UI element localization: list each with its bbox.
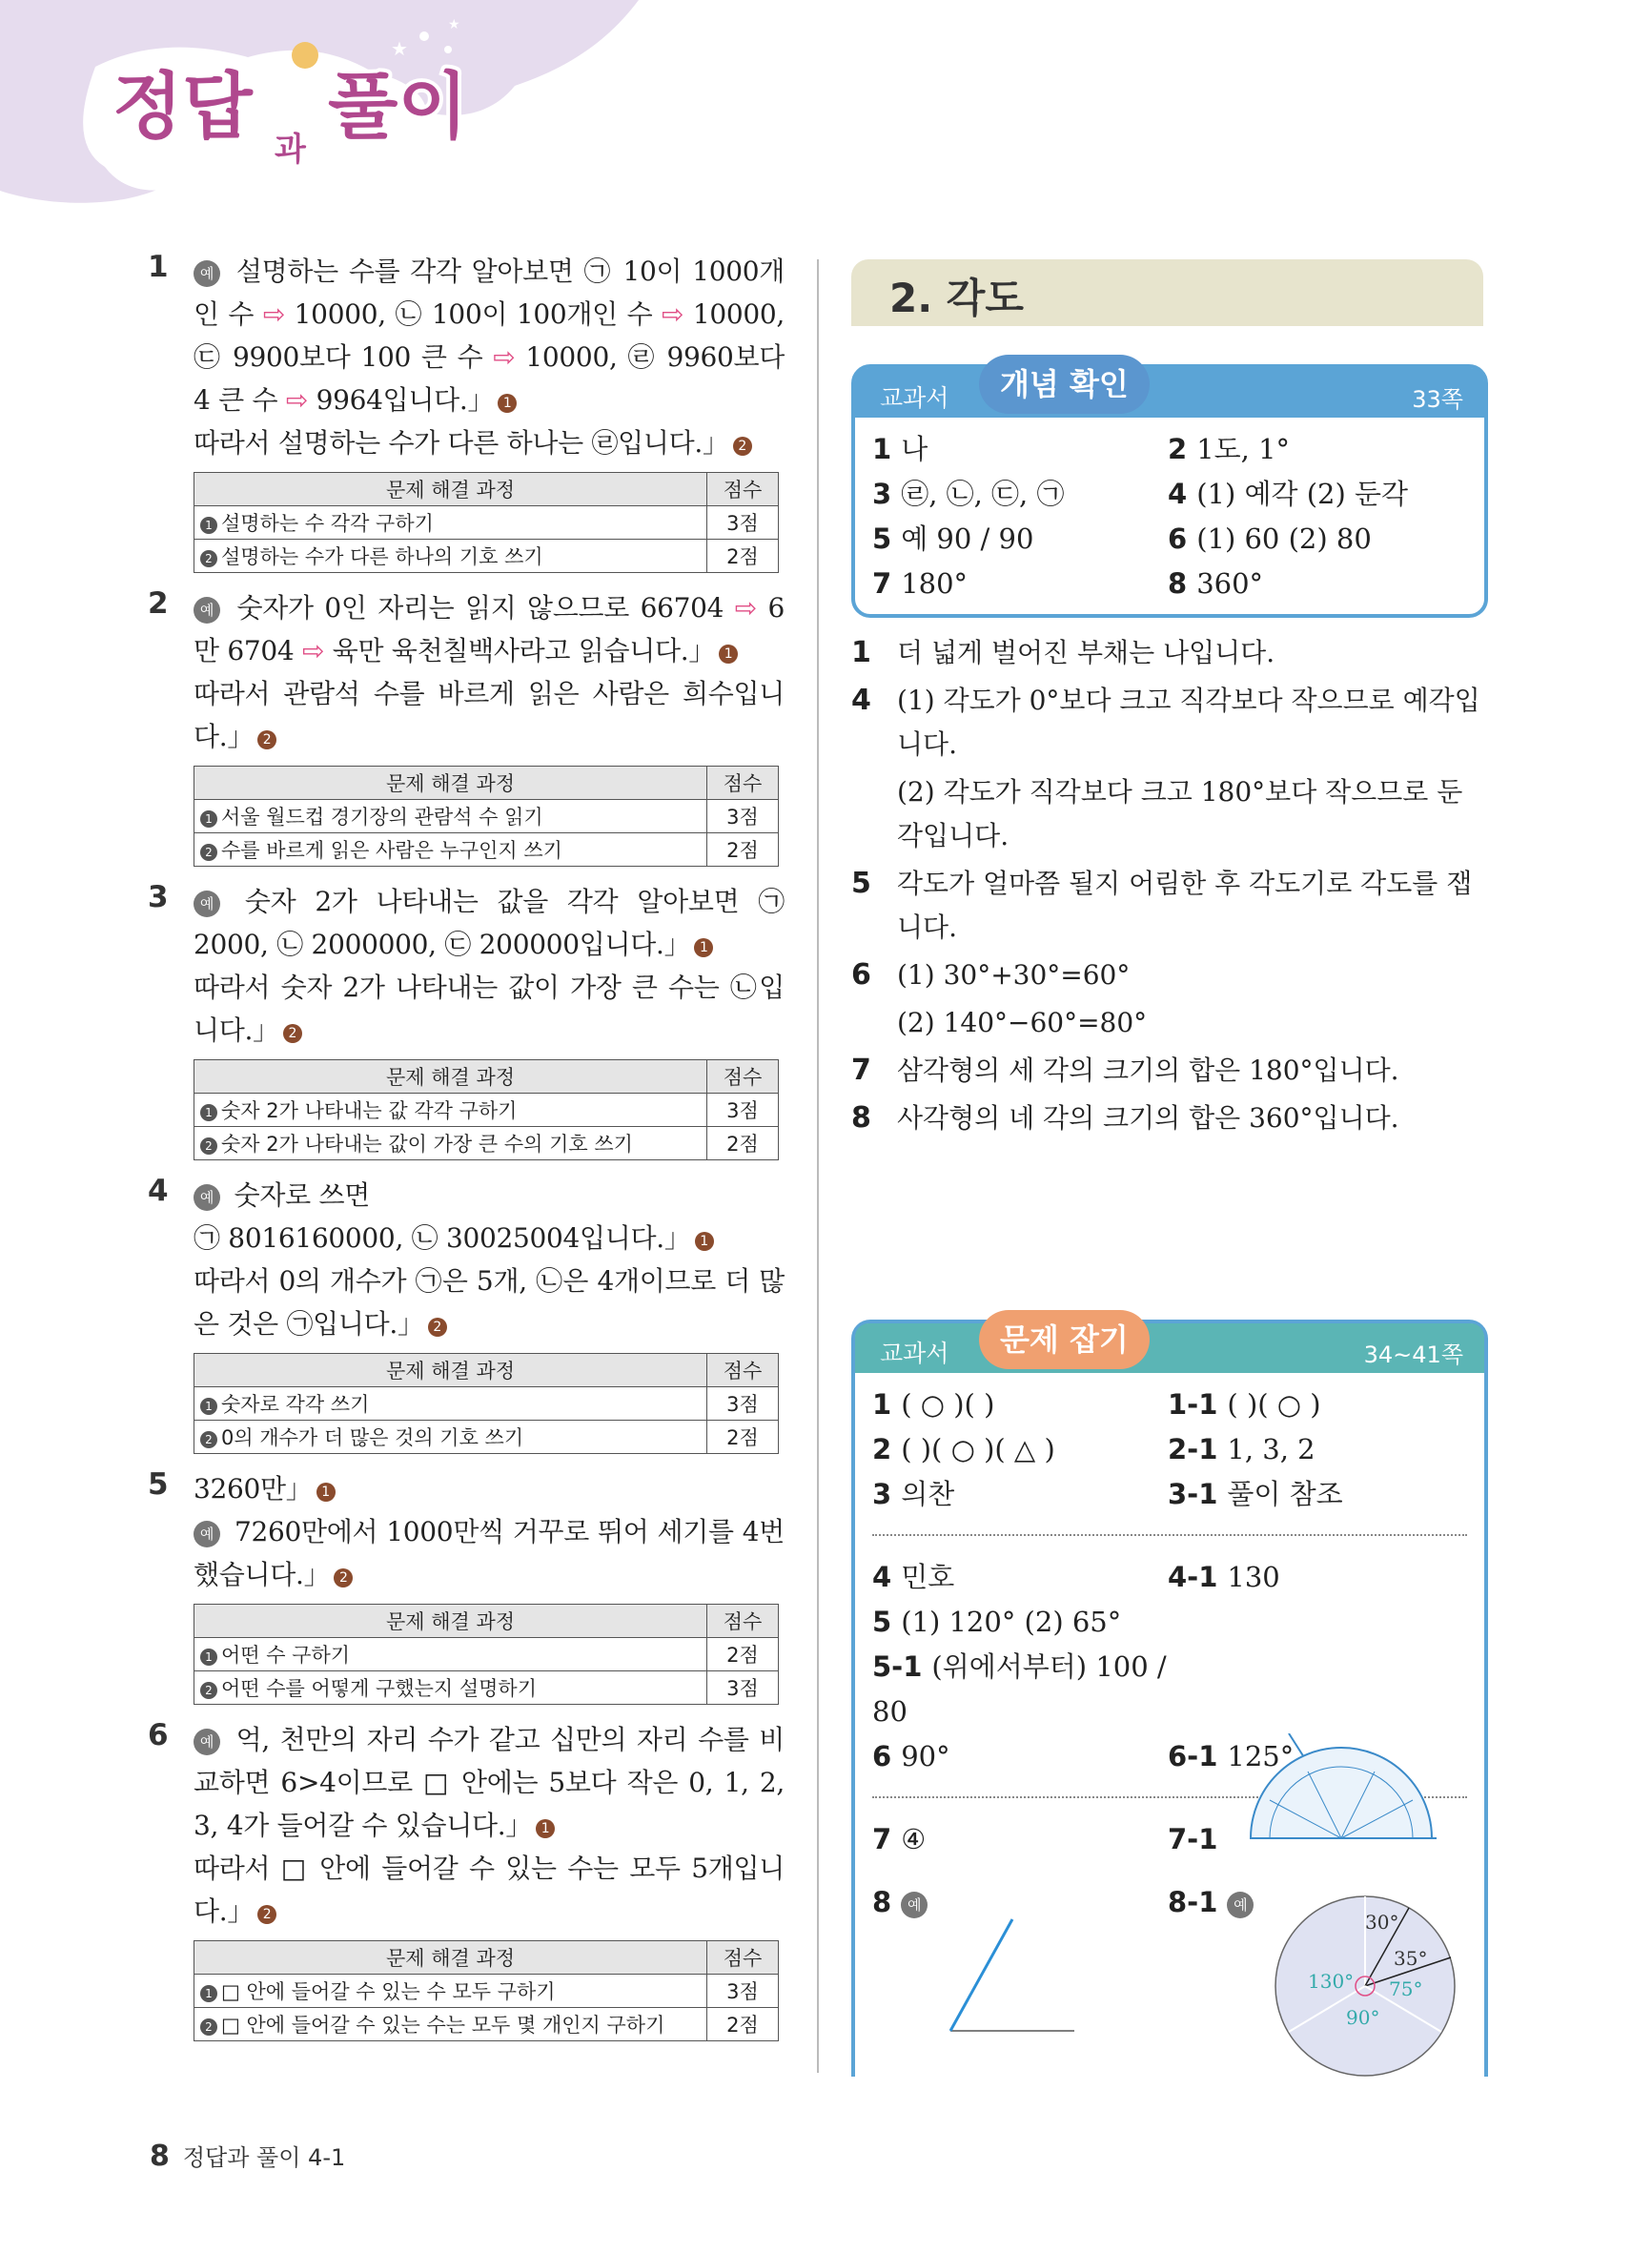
- answer-item: [872, 1600, 1168, 1645]
- score-table: [194, 1604, 779, 1705]
- answer-value: (1) 120° (2) 65°: [901, 1606, 1122, 1638]
- answer-num: 1: [872, 1388, 892, 1421]
- table-row: [194, 1975, 779, 2008]
- table-cell: □ 안에 들어갈 수 있는 수 모두 구하기: [221, 1980, 556, 2003]
- step-marker: 1: [200, 517, 217, 534]
- textbook-label: 교과서: [880, 384, 949, 412]
- svg-text:풀이: 풀이: [328, 64, 468, 149]
- table-cell: 수를 바르게 읽은 사람은 누구인지 쓰기: [221, 839, 562, 862]
- explanation-text: 삼각형의 세 각의 크기의 합은 180°입니다.: [897, 1055, 1399, 1086]
- answer-value: 예 90 / 90: [901, 522, 1034, 555]
- table-header: 점수: [707, 767, 779, 800]
- table-cell: 3점: [707, 1387, 779, 1421]
- table-header: 문제 해결 과정: [194, 1605, 707, 1638]
- answer-item: [872, 472, 1168, 517]
- table-cell: 어떤 수를 어떻게 구했는지 설명하기: [221, 1677, 537, 1700]
- answer-item: [1168, 1427, 1473, 1472]
- answer-item: [1168, 517, 1473, 562]
- table-row: [194, 2008, 779, 2041]
- problem-4: [148, 1174, 785, 1454]
- problem-box: [851, 1320, 1488, 2077]
- explanation-text: (1) 30°+30°=60°: [897, 959, 1131, 991]
- table-cell: 2점: [707, 540, 779, 573]
- concept-check-box: [851, 364, 1488, 618]
- explanation-num: 5: [851, 867, 871, 900]
- step-marker: 1: [200, 1104, 217, 1121]
- concept-header: [855, 368, 1484, 418]
- answer-num: 3-1: [1168, 1478, 1218, 1510]
- svg-text:정답: 정답: [112, 64, 253, 149]
- table-row: [194, 540, 779, 573]
- angle-label: 90°: [1346, 2006, 1380, 2029]
- answer-item: [1168, 562, 1473, 606]
- table-cell: 숫자 2가 나타내는 값 각각 구하기: [221, 1099, 518, 1122]
- step-marker: 2: [200, 844, 217, 861]
- answer-num: 2: [872, 1433, 892, 1465]
- problem-2: [148, 586, 785, 867]
- answer-num: 8: [1168, 567, 1188, 600]
- table-header: 문제 해결 과정: [194, 1354, 707, 1387]
- table-cell: 3점: [707, 800, 779, 833]
- unit-title: [851, 259, 1483, 326]
- left-column: [148, 250, 785, 2055]
- table-cell: 0의 개수가 더 많은 것의 기호 쓰기: [221, 1426, 524, 1449]
- answer-value: 130: [1227, 1561, 1280, 1593]
- step-marker: 1: [200, 1398, 217, 1415]
- table-cell: 어떤 수 구하기: [221, 1644, 351, 1667]
- answer-item: [1168, 1383, 1473, 1427]
- problem-number: 2: [148, 586, 169, 621]
- answer-item: [872, 1817, 1168, 1862]
- table-cell: 2점: [707, 1421, 779, 1454]
- answer-num: 4: [1168, 478, 1188, 510]
- column-divider: [817, 259, 819, 2073]
- explanation-text: (2) 140°−60°=80°: [897, 1007, 1148, 1038]
- explanation-num: 4: [851, 684, 871, 717]
- explanation-item: [851, 679, 1480, 767]
- example-badge: 예: [1227, 1892, 1254, 1918]
- problem-header: [855, 1323, 1484, 1373]
- table-cell: 설명하는 수 각각 구하기: [221, 512, 434, 535]
- problem-number: 1: [148, 250, 169, 284]
- explanation-num: 7: [851, 1054, 871, 1087]
- answer-value: ㉣, ㉡, ㉢, ㉠: [901, 478, 1065, 510]
- answer-value: 180°: [901, 567, 969, 600]
- table-cell: 설명하는 수가 다른 하나의 기호 쓰기: [221, 545, 543, 568]
- problem-text: 예 억, 천만의 자리 수가 같고 십만의 자리 수를 비교하면 6>4이므로 □ 안에는 5보다 작은 0, 1, 2, 3, 4가 들어갈 수 있습니다.」 1 따라서 □ 안에 들어갈 수 있는 수는 모두 5개입니다.」 2: [194, 1724, 785, 1927]
- answer-num: 5-1: [872, 1650, 923, 1683]
- answer-item: [1168, 1555, 1473, 1600]
- svg-text:★: ★: [448, 17, 460, 32]
- problem-number: 6: [148, 1718, 169, 1752]
- answer-item: [872, 562, 1168, 606]
- q8-1-num: 8-1: [1168, 1886, 1218, 1918]
- table-row: [194, 1387, 779, 1421]
- answer-item: [872, 1427, 1168, 1472]
- concept-page: 33쪽: [1412, 386, 1463, 413]
- answer-item: [872, 1734, 1168, 1779]
- table-cell: 2점: [707, 2008, 779, 2041]
- table-header: 점수: [707, 1060, 779, 1094]
- explanation-text: (2) 각도가 직각보다 크고 180°보다 작으므로 둔각입니다.: [897, 776, 1463, 851]
- problem-text: 예 숫자 2가 나타내는 값을 각각 알아보면 ㉠ 2000, ㉡ 2000000, ㉢ 200000입니다.」 1 따라서 숫자 2가 나타내는 값이 가장 큰 수는 ㉡입니다.」 2: [194, 886, 785, 1046]
- answer-num: 5: [872, 522, 892, 555]
- example-badge: 예: [901, 1892, 928, 1918]
- answer-num: 4: [872, 1561, 892, 1593]
- explanation-text: 사각형의 네 각의 크기의 합은 360°입니다.: [897, 1102, 1399, 1134]
- table-cell: 3점: [707, 1671, 779, 1705]
- protractor-figure: [1232, 1733, 1441, 1848]
- answer-num: 7-1: [1168, 1823, 1218, 1855]
- explanation-item: [851, 1096, 1480, 1140]
- answer-num: 3: [872, 1478, 892, 1510]
- answer-item: [1168, 427, 1473, 472]
- answer-value: 125°: [1227, 1740, 1295, 1772]
- table-row: [194, 1127, 779, 1160]
- step-marker: 1: [200, 1649, 217, 1666]
- answer-num: 7: [872, 1823, 892, 1855]
- q8-num: 8: [872, 1886, 892, 1918]
- answer-item: [1168, 1645, 1473, 1734]
- problem-6: [148, 1718, 785, 2041]
- unit-title-text: 2. 각도: [889, 275, 1024, 321]
- table-cell: 숫자로 각각 쓰기: [221, 1393, 370, 1416]
- logo: [112, 57, 513, 195]
- answer-num: 6: [872, 1740, 892, 1772]
- answer-value: ( )( ○ ): [1227, 1388, 1321, 1421]
- table-header: 문제 해결 과정: [194, 767, 707, 800]
- separator: [872, 1534, 1467, 1536]
- table-cell: 3점: [707, 506, 779, 540]
- answer-item: [872, 1383, 1168, 1427]
- answer-value: 풀이 참조: [1227, 1478, 1343, 1510]
- problem-1: [148, 250, 785, 573]
- table-row: [194, 800, 779, 833]
- step-marker: 2: [200, 550, 217, 567]
- step-marker: 2: [200, 2018, 217, 2036]
- problem-text: 예 숫자로 쓰면 ㉠ 8016160000, ㉡ 30025004입니다.」 1 따라서 0의 개수가 ㉠은 5개, ㉡은 4개이므로 더 많은 것은 ㉠입니다.」 2: [194, 1179, 785, 1340]
- angle-label: 130°: [1308, 1970, 1355, 1993]
- answer-value: 1, 3, 2: [1227, 1433, 1315, 1465]
- table-row: [194, 1671, 779, 1705]
- answer-num: 2-1: [1168, 1433, 1218, 1465]
- answer-item: [872, 1555, 1168, 1600]
- textbook-label-2: 교과서: [880, 1340, 949, 1367]
- explanation-text: 각도가 얼마쯤 될지 어림한 후 각도기로 각도를 잽니다.: [897, 868, 1473, 943]
- step-marker: 2: [200, 1682, 217, 1699]
- explanation-item: [851, 1001, 1480, 1045]
- table-header: 점수: [707, 1354, 779, 1387]
- explanation-num: 8: [851, 1101, 871, 1135]
- score-table: [194, 1940, 779, 2041]
- step-marker: 1: [200, 1985, 217, 2002]
- svg-text:과: 과: [275, 131, 306, 169]
- answer-value: (1) 60 (2) 80: [1196, 522, 1372, 555]
- problem-number: 5: [148, 1467, 169, 1502]
- problem-text: 예 숫자가 0인 자리는 읽지 않으므로 66704 ⇨ 6만 6704 ⇨ 육만 육천칠백사라고 읽습니다.」 1 따라서 관람석 수를 바르게 읽은 사람은 희수입니다.」 2: [194, 592, 785, 752]
- q8-angle-drawing: [941, 1915, 1084, 2038]
- answer-item: [872, 1472, 1168, 1517]
- table-header: 점수: [707, 473, 779, 506]
- angle-label: 35°: [1394, 1947, 1428, 1970]
- answer-num: 6: [1168, 522, 1188, 555]
- score-table: [194, 766, 779, 867]
- answer-num: 5: [872, 1606, 892, 1638]
- problem-text: 예 설명하는 수를 각각 알아보면 ㉠ 10이 1000개인 수 ⇨ 10000, ㉡ 100이 100개인 수 ⇨ 10000, ㉢ 9900보다 100 큰 수 ⇨ 10000, ㉣ 9960보다 4 큰 수 ⇨ 9964입니다.」 1 따라서 설명하는 수가 다른 하나는 ㉣입니다.」 2: [194, 256, 785, 459]
- table-row: [194, 833, 779, 867]
- answer-num: 7: [872, 567, 892, 600]
- page-number: 8: [150, 2140, 170, 2173]
- table-header: 점수: [707, 1605, 779, 1638]
- table-cell: 2점: [707, 833, 779, 867]
- score-table: [194, 1353, 779, 1454]
- answer-value: ( )( ○ )( △ ): [901, 1433, 1055, 1465]
- step-marker: 1: [200, 810, 217, 828]
- table-cell: □ 안에 들어갈 수 있는 수는 모두 몇 개인지 구하기: [221, 2014, 665, 2037]
- explanation-item: [851, 862, 1480, 950]
- answer-item: [872, 517, 1168, 562]
- table-row: [194, 1638, 779, 1671]
- table-row: [194, 1421, 779, 1454]
- answer-num: 1: [872, 433, 892, 465]
- answer-value: (위에서부터) 100 / 80: [872, 1650, 1167, 1728]
- answer-item: [872, 1645, 1168, 1734]
- answer-item: [1168, 1600, 1473, 1645]
- answer-value: ④: [901, 1823, 927, 1855]
- answer-item: [1168, 472, 1473, 517]
- table-cell: 3점: [707, 1975, 779, 2008]
- step-marker: 2: [200, 1137, 217, 1155]
- footer: [150, 2139, 345, 2173]
- table-cell: 2점: [707, 1638, 779, 1671]
- header: [0, 0, 667, 229]
- problem-answers-1: [855, 1373, 1484, 1525]
- answer-value: 1도, 1°: [1196, 433, 1291, 465]
- explanation-num: 6: [851, 958, 871, 992]
- score-table: [194, 472, 779, 573]
- explanation-num: 1: [851, 636, 871, 669]
- concept-tag: 개념 확인: [979, 355, 1150, 414]
- explanations: [851, 631, 1480, 1144]
- explanation-item: [851, 953, 1480, 997]
- table-header: 문제 해결 과정: [194, 1941, 707, 1975]
- answer-item: [872, 427, 1168, 472]
- answer-value: (1) 예각 (2) 둔각: [1196, 478, 1409, 510]
- problem-3: [148, 880, 785, 1160]
- problem-page: 34~41쪽: [1363, 1342, 1463, 1368]
- explanation-item: [851, 1049, 1480, 1093]
- problem-number: 3: [148, 880, 169, 914]
- answer-num: 3: [872, 478, 892, 510]
- problem-text: 3260만」 1 예 7260만에서 1000만씩 거꾸로 뛰어 세기를 4번 했습니다.」 2: [194, 1473, 785, 1590]
- angle-label: 75°: [1389, 1977, 1423, 2000]
- explanation-text: (1) 각도가 0°보다 크고 직각보다 작으므로 예각입니다.: [897, 685, 1480, 760]
- answer-value: 의찬: [901, 1478, 955, 1510]
- table-header: 문제 해결 과정: [194, 473, 707, 506]
- q8-1: [1168, 1886, 1259, 1918]
- explanation-text: 더 넓게 벌어진 부채는 나입니다.: [897, 637, 1275, 668]
- problem-tag: 문제 잡기: [979, 1310, 1150, 1369]
- svg-text:★: ★: [391, 37, 408, 60]
- concept-answers: [855, 418, 1484, 614]
- answer-value: ( ○ )( ): [901, 1388, 995, 1421]
- table-header: 문제 해결 과정: [194, 1060, 707, 1094]
- answer-num: 6-1: [1168, 1740, 1218, 1772]
- table-row: [194, 1094, 779, 1127]
- answer-value: 나: [901, 433, 928, 465]
- explanation-item: [851, 631, 1480, 675]
- q8-1-circle-figure: [1270, 1891, 1460, 2081]
- table-cell: 숫자 2가 나타내는 값이 가장 큰 수의 기호 쓰기: [221, 1133, 633, 1156]
- answer-value: 90°: [901, 1740, 950, 1772]
- step-marker: 2: [200, 1431, 217, 1448]
- table-header: 점수: [707, 1941, 779, 1975]
- answer-num: 1-1: [1168, 1388, 1218, 1421]
- explanation-item: [851, 770, 1480, 858]
- footer-text: 정답과 풀이 4-1: [182, 2144, 346, 2171]
- table-cell: 서울 월드컵 경기장의 관람석 수 읽기: [221, 806, 543, 829]
- answer-value: 민호: [901, 1561, 955, 1593]
- answer-num: 2: [1168, 433, 1188, 465]
- answer-num: 4-1: [1168, 1561, 1218, 1593]
- table-cell: 2점: [707, 1127, 779, 1160]
- score-table: [194, 1059, 779, 1160]
- answer-item: [1168, 1472, 1473, 1517]
- angle-label: 30°: [1365, 1911, 1399, 1934]
- table-row: [194, 506, 779, 540]
- problem-number: 4: [148, 1174, 169, 1208]
- table-cell: 3점: [707, 1094, 779, 1127]
- problem-5: [148, 1467, 785, 1705]
- answer-value: 360°: [1196, 567, 1264, 600]
- q8: [872, 1886, 933, 1918]
